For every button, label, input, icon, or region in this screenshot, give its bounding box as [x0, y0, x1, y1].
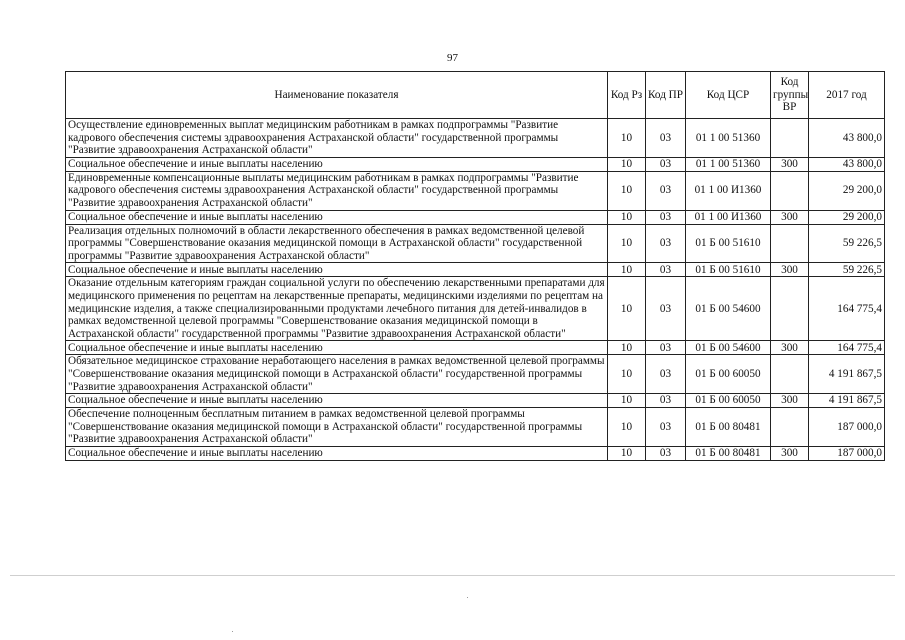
row-csr: 01 Б 00 60050	[686, 355, 771, 394]
row-amount: 187 000,0	[809, 446, 885, 460]
row-csr: 01 1 00 51360	[686, 119, 771, 158]
row-rz: 10	[608, 171, 646, 210]
row-rz: 10	[608, 341, 646, 355]
row-rz: 10	[608, 355, 646, 394]
row-vr: 300	[771, 263, 809, 277]
table-row	[66, 446, 885, 460]
row-name: Социальное обеспечение и иные выплаты населению	[66, 446, 608, 460]
row-csr: 01 Б 00 54600	[686, 277, 771, 341]
row-amount: 43 800,0	[809, 119, 885, 158]
row-rz: 10	[608, 210, 646, 224]
row-amount: 59 226,5	[809, 263, 885, 277]
table-row	[66, 341, 885, 355]
table-row	[66, 394, 885, 408]
row-csr: 01 Б 00 51610	[686, 263, 771, 277]
row-amount: 164 775,4	[809, 341, 885, 355]
table-row	[66, 277, 885, 341]
row-rz: 10	[608, 408, 646, 447]
row-name: Реализация отдельных полномочий в области лекарственного обеспечения в рамках ведомственной целевой программы "Совершенствование оказания медицинской помощи в Астраханской области" государственной программы "Развитие здравоохранения Астраханской области"	[66, 224, 608, 263]
row-name: Социальное обеспечение и иные выплаты населению	[66, 263, 608, 277]
row-name: Обязательное медицинское страхование неработающего населения в рамках ведомственной целевой программы "Совершенствование оказания медицинской помощи в Астраханской области" государственной программы "Развитие здравоохранения Астраханской области"	[66, 355, 608, 394]
row-amount: 164 775,4	[809, 277, 885, 341]
row-name: Обеспечение полноценным бесплатным питанием в рамках ведомственной целевой программы "Совершенствование оказания медицинской помощи в Астраханской области" государственной программы "Развитие здравоохранения Астраханской области"	[66, 408, 608, 447]
row-rz: 10	[608, 394, 646, 408]
row-csr: 01 1 00 И1360	[686, 210, 771, 224]
row-csr: 01 Б 00 80481	[686, 446, 771, 460]
scan-divider	[10, 575, 895, 576]
header-pr: Код ПР	[646, 72, 686, 119]
row-pr: 03	[646, 394, 686, 408]
row-name: Единовременные компенсационные выплаты медицинским работникам в рамках подпрограммы "Развитие кадрового обеспечения системы здравоохранения Астраханской области" государственной программы "Развитие здравоохранения Астраханской области"	[66, 171, 608, 210]
row-amount: 4 191 867,5	[809, 394, 885, 408]
row-vr: 300	[771, 446, 809, 460]
row-csr: 01 1 00 И1360	[686, 171, 771, 210]
row-name: Социальное обеспечение и иные выплаты населению	[66, 341, 608, 355]
row-vr	[771, 408, 809, 447]
row-vr: 300	[771, 157, 809, 171]
row-rz: 10	[608, 277, 646, 341]
header-name: Наименование показателя	[66, 72, 608, 119]
row-pr: 03	[646, 263, 686, 277]
row-name: Социальное обеспечение и иные выплаты населению	[66, 210, 608, 224]
header-rz: Код Рз	[608, 72, 646, 119]
row-pr: 03	[646, 341, 686, 355]
table-row	[66, 224, 885, 263]
row-rz: 10	[608, 157, 646, 171]
table-row	[66, 171, 885, 210]
row-pr: 03	[646, 210, 686, 224]
row-name: Оказание отдельным категориям граждан социальной услуги по обеспечению лекарственными препаратами для медицинского применения по рецептам на лекарственные препараты, медицинскими изделиями по рецептам на медицинские изделия, а также специализированными продуктами лечебного питания для детей-инвалидов в рамках ведомственной целевой программы "Совершенствование оказания медицинской помощи в Астраханской области" государственной программы "Развитие здравоохранения Астраханской области"	[66, 277, 608, 341]
budget-table	[65, 71, 885, 461]
row-pr: 03	[646, 157, 686, 171]
row-vr: 300	[771, 210, 809, 224]
row-pr: 03	[646, 408, 686, 447]
header-year: 2017 год	[809, 72, 885, 119]
row-vr	[771, 171, 809, 210]
row-rz: 10	[608, 446, 646, 460]
scan-speck	[232, 631, 233, 632]
row-name: Осуществление единовременных выплат медицинским работникам в рамках подпрограммы "Развитие кадрового обеспечения системы здравоохранения Астраханской области" государственной программы "Развитие здравоохранения Астраханской области"	[66, 119, 608, 158]
row-amount: 29 200,0	[809, 210, 885, 224]
row-vr	[771, 355, 809, 394]
row-csr: 01 1 00 51360	[686, 157, 771, 171]
row-name: Социальное обеспечение и иные выплаты населению	[66, 157, 608, 171]
row-vr	[771, 224, 809, 263]
scan-speck	[467, 597, 468, 598]
row-pr: 03	[646, 119, 686, 158]
row-pr: 03	[646, 277, 686, 341]
row-amount: 43 800,0	[809, 157, 885, 171]
table-row	[66, 355, 885, 394]
table-header-row	[66, 72, 885, 119]
row-name: Социальное обеспечение и иные выплаты населению	[66, 394, 608, 408]
row-amount: 4 191 867,5	[809, 355, 885, 394]
table-row	[66, 119, 885, 158]
table-row	[66, 408, 885, 447]
header-csr: Код ЦСР	[686, 72, 771, 119]
row-pr: 03	[646, 446, 686, 460]
row-csr: 01 Б 00 60050	[686, 394, 771, 408]
table-row	[66, 263, 885, 277]
row-csr: 01 Б 00 80481	[686, 408, 771, 447]
row-pr: 03	[646, 355, 686, 394]
header-vr: Код группы ВР	[771, 72, 809, 119]
row-amount: 29 200,0	[809, 171, 885, 210]
page-number: 97	[447, 52, 458, 64]
row-rz: 10	[608, 119, 646, 158]
row-pr: 03	[646, 171, 686, 210]
table-row	[66, 157, 885, 171]
row-vr: 300	[771, 394, 809, 408]
row-rz: 10	[608, 224, 646, 263]
row-vr	[771, 119, 809, 158]
row-amount: 187 000,0	[809, 408, 885, 447]
row-pr: 03	[646, 224, 686, 263]
row-vr: 300	[771, 341, 809, 355]
table-row	[66, 210, 885, 224]
row-csr: 01 Б 00 54600	[686, 341, 771, 355]
row-amount: 59 226,5	[809, 224, 885, 263]
row-vr	[771, 277, 809, 341]
row-csr: 01 Б 00 51610	[686, 224, 771, 263]
row-rz: 10	[608, 263, 646, 277]
